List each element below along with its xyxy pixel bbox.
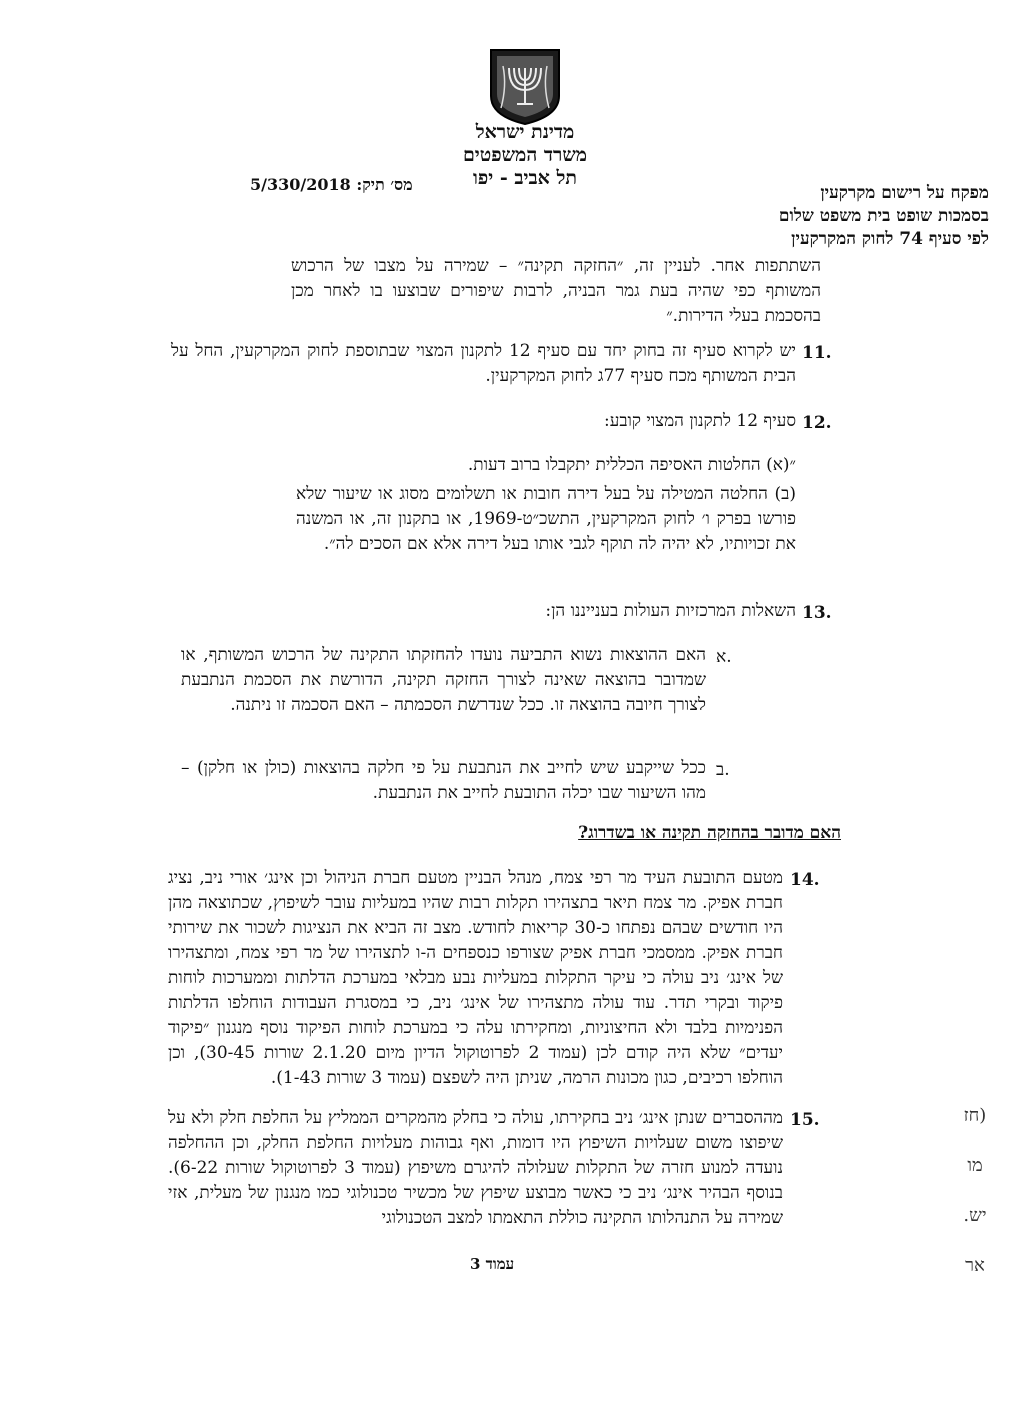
section-12-quote-a: ״(א) החלטות האסיפה הכללית יתקבלו ברוב דעות.: [467, 455, 796, 475]
section-11-number: 11.: [802, 343, 832, 363]
intro-paragraph: השתתפות אחר. לעניין זה, ״החזקה תקינה״ – שמירה על מצבו של הרכוש המשותף כפי שהיה בעת גמר הבניה, לרבות שיפורים שבוצעו בו לאחר מכן בהסכמת בעלי הדירות.״: [291, 256, 821, 326]
authority-line-2: בסמכות שופט בית משפט שלום: [778, 206, 989, 226]
city-name: תל אביב - יפו: [473, 167, 577, 189]
section-14-number: 14.: [790, 870, 820, 890]
section-14-text: מטעם התובעת העיד מר רפי צמח, מנהל הבניין מטעם חברת הניהול וכן אינג׳ אורי ניב, נציג חברת אפיק. מר צמח תיאר בתצהירו תקלות רבות שהיו במעליות עובר לשיפוץ, שכתוצאה מהן היו חודשים שבהם נפתחו כ-30 קריאות לחודש. מצב זה הביא את הנציגות לשכור את שירותי חברת אפיק. ממסמכי חברת אפיק שצורפו כנספחים ה-ו לתצהירו של מר רפי צמח, ומתצהירו של אינג׳ ניב עולה כי עיקר התקלות במעליות נבע מבלאי במערכת הדלתות וממערכות לוחות פיקוד ובקרי תדר. עוד עולה מתצהירו של אינג׳ ניב, כי במסגרת העבודות הוחלפו הדלתות הפנימיות בלבד ולא החיצוניות, ומחקירתו עלה כי במערכת לוחות הפיקוד נוסף מנגנון ״פיקוד יעדים״ שלא היה קודם לכן (עמוד 2 לפרוטוקול הדיון מיום 2.1.20 שורות 30-45), וכן הוחלפו רכיבים, כגון מכונות הרמה, שניתן היה לשפצם (עמוד 3 שורות 1-43).: [168, 868, 784, 1088]
file-number: 5/330/2018: [250, 175, 351, 194]
item-b-text: ככל שייקבע שיש לחייב את הנתבעת על פי חלקה בהוצאות (כולן או חלקן) – מהו השיעור שבו יכלה התובעת לחייב את הנתבעת.: [181, 758, 706, 803]
section-15-text: מההסברים שנתן אינג׳ ניב בחקירתו, עולה כי בחלק מהמקרים הממליץ על החלפת חלק ולא על שיפוצו משום שעלויות השיפוץ היו דומות, ואף גבוהות מעלויות החלפת החלק, וכן ההחלפה נועדה למנוע חזרה של התקלות שעלולה להיגרם משיפוץ (עמוד 3 לפרוטוקול שורות 6-22). בנוסף הבהיר אינג׳ ניב כי כאשר מבוצע שיפוץ של מכשיר טכנולוגי כמו מנגנון של מעלית, אזי שמירה על התנהלותו התקינה כוללת התאמתו למצב הטכנולוגי: [168, 1108, 783, 1228]
item-a-text: האם ההוצאות נשוא התביעה נועדו להחזקתו התקינה של הרכוש המשותף, או שמדובר בהוצאה שאינה לצורך החזקה תקינה, הדורשת את הסכמת הנתבעת לצורך חיובה בהוצאה זו. ככל שנדרשת הסכמתה – האם הסכמה זו ניתנה.: [181, 645, 706, 715]
margin-note-2: מו: [967, 1155, 983, 1176]
authority-line-1: מפקח על רישום מקרקעין: [820, 183, 989, 203]
section-13-number: 13.: [802, 603, 832, 623]
file-label: מס׳ תיק:: [356, 175, 413, 194]
margin-note-3: יש.: [963, 1205, 987, 1226]
issuer-header: [380, 121, 670, 190]
authority-line-3: לפי סעיף 74 לחוק המקרקעין: [791, 229, 989, 249]
section-11-text: יש לקרוא סעיף זה בחוק יחד עם סעיף 12 לתקנון המצוי שבתוספת לחוק המקרקעין, החל על הבית המשותף מכח סעיף 77ג לחוק המקרקעין.: [171, 341, 796, 386]
item-a-letter: א.: [716, 647, 732, 667]
ministry-name: משרד המשפטים: [462, 144, 588, 166]
margin-note-4: אר: [965, 1255, 985, 1276]
margin-note-1: (חז: [963, 1105, 987, 1126]
page-number: עמוד 3: [470, 1255, 515, 1273]
authority-header: [779, 182, 989, 251]
item-b-letter: ב.: [716, 760, 730, 780]
section-15-number: 15.: [790, 1110, 820, 1130]
section-heading: האם מדובר בהחזקה תקינה או בשדרוג?: [578, 823, 841, 843]
section-12-quote-b: (ב) החלטה המטילה על בעל דירה חובות או תשלומים מסוג או שיעור שלא פורשו בפרק ו׳ לחוק המקרקעין, התשכ״ט-1969, או בתקנון זה, או המשנה את זכויותיו, לא יהיה לה תוקף לגבי אותו בעל דירה אלא אם הסכים לה״.: [296, 484, 796, 554]
section-12-number: 12.: [802, 413, 832, 433]
file-reference: [250, 175, 413, 195]
section-12-text: סעיף 12 לתקנון המצוי קובע:: [603, 411, 796, 431]
section-13-text: השאלות המרכזיות העולות בענייננו הן:: [545, 601, 796, 621]
state-name: מדינת ישראל: [475, 121, 575, 143]
state-emblem-icon: [487, 46, 563, 126]
margin-notes: [955, 1105, 995, 1305]
